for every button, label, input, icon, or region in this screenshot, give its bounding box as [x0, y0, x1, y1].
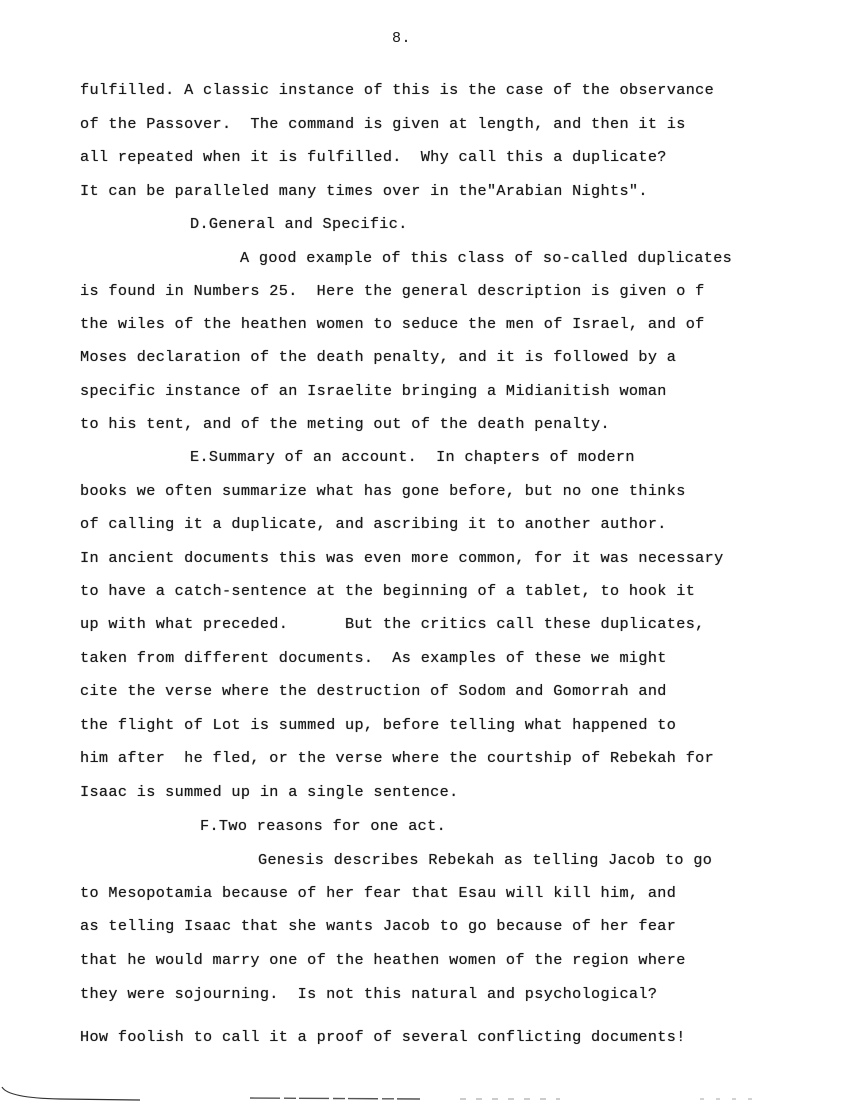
text-line: up with what preceded. But the critics call these duplicates, — [80, 615, 705, 633]
text-line: all repeated when it is fulfilled. Why call this a duplicate? — [80, 148, 667, 166]
text-line: In ancient documents this was even more common, for it was necessary — [80, 549, 724, 567]
section-heading-summary: E.Summary of an account. In chapters of modern — [190, 448, 635, 466]
text-line: How foolish to call it a proof of several conflicting documents! — [80, 1028, 686, 1046]
text-line: Genesis describes Rebekah as telling Jacob to go — [258, 851, 713, 869]
text-line: the wiles of the heathen women to seduce the men of Israel, and of — [80, 315, 705, 333]
text-line: fulfilled. A classic instance of this is the case of the observance — [80, 81, 715, 99]
text-line: taken from different documents. As examples of these we might — [80, 649, 667, 667]
text-line: as telling Isaac that she wants Jacob to go because of her fear — [80, 917, 677, 935]
text-line: the flight of Lot is summed up, before telling what happened to — [80, 716, 677, 734]
text-line: It can be paralleled many times over in the"Arabian Nights". — [80, 182, 648, 200]
text-line: Moses declaration of the death penalty, and it is followed by a — [80, 348, 677, 366]
text-line: is found in Numbers 25. Here the general description is given o f — [80, 282, 705, 300]
text-line: to his tent, and of the meting out of the death penalty. — [80, 415, 610, 433]
text-line: to have a catch-sentence at the beginning of a tablet, to hook it — [80, 582, 696, 600]
section-heading-two-reasons: F.Two reasons for one act. — [200, 817, 447, 835]
section-heading-general-specific: D.General and Specific. — [190, 215, 408, 233]
text-line: of the Passover. The command is given at length, and then it is — [80, 115, 686, 133]
text-line: Isaac is summed up in a single sentence. — [80, 783, 459, 801]
text-line: of calling it a duplicate, and ascribing it to another author. — [80, 515, 667, 533]
text-line: specific instance of an Israelite bringing a Midianitish woman — [80, 382, 667, 400]
text-line: him after he fled, or the verse where the courtship of Rebekah for — [80, 749, 715, 767]
text-line: A good example of this class of so-called duplicates — [240, 249, 733, 267]
text-line: books we often summarize what has gone before, but no one thinks — [80, 482, 686, 500]
page-bottom-edge — [0, 1086, 848, 1104]
text-line: that he would marry one of the heathen women of the region where — [80, 951, 686, 969]
text-line: they were sojourning. Is not this natural and psychological? — [80, 985, 658, 1003]
text-line: cite the verse where the destruction of Sodom and Gomorrah and — [80, 682, 667, 700]
text-line: to Mesopotamia because of her fear that Esau will kill him, and — [80, 884, 677, 902]
page-number: 8. — [392, 30, 412, 47]
